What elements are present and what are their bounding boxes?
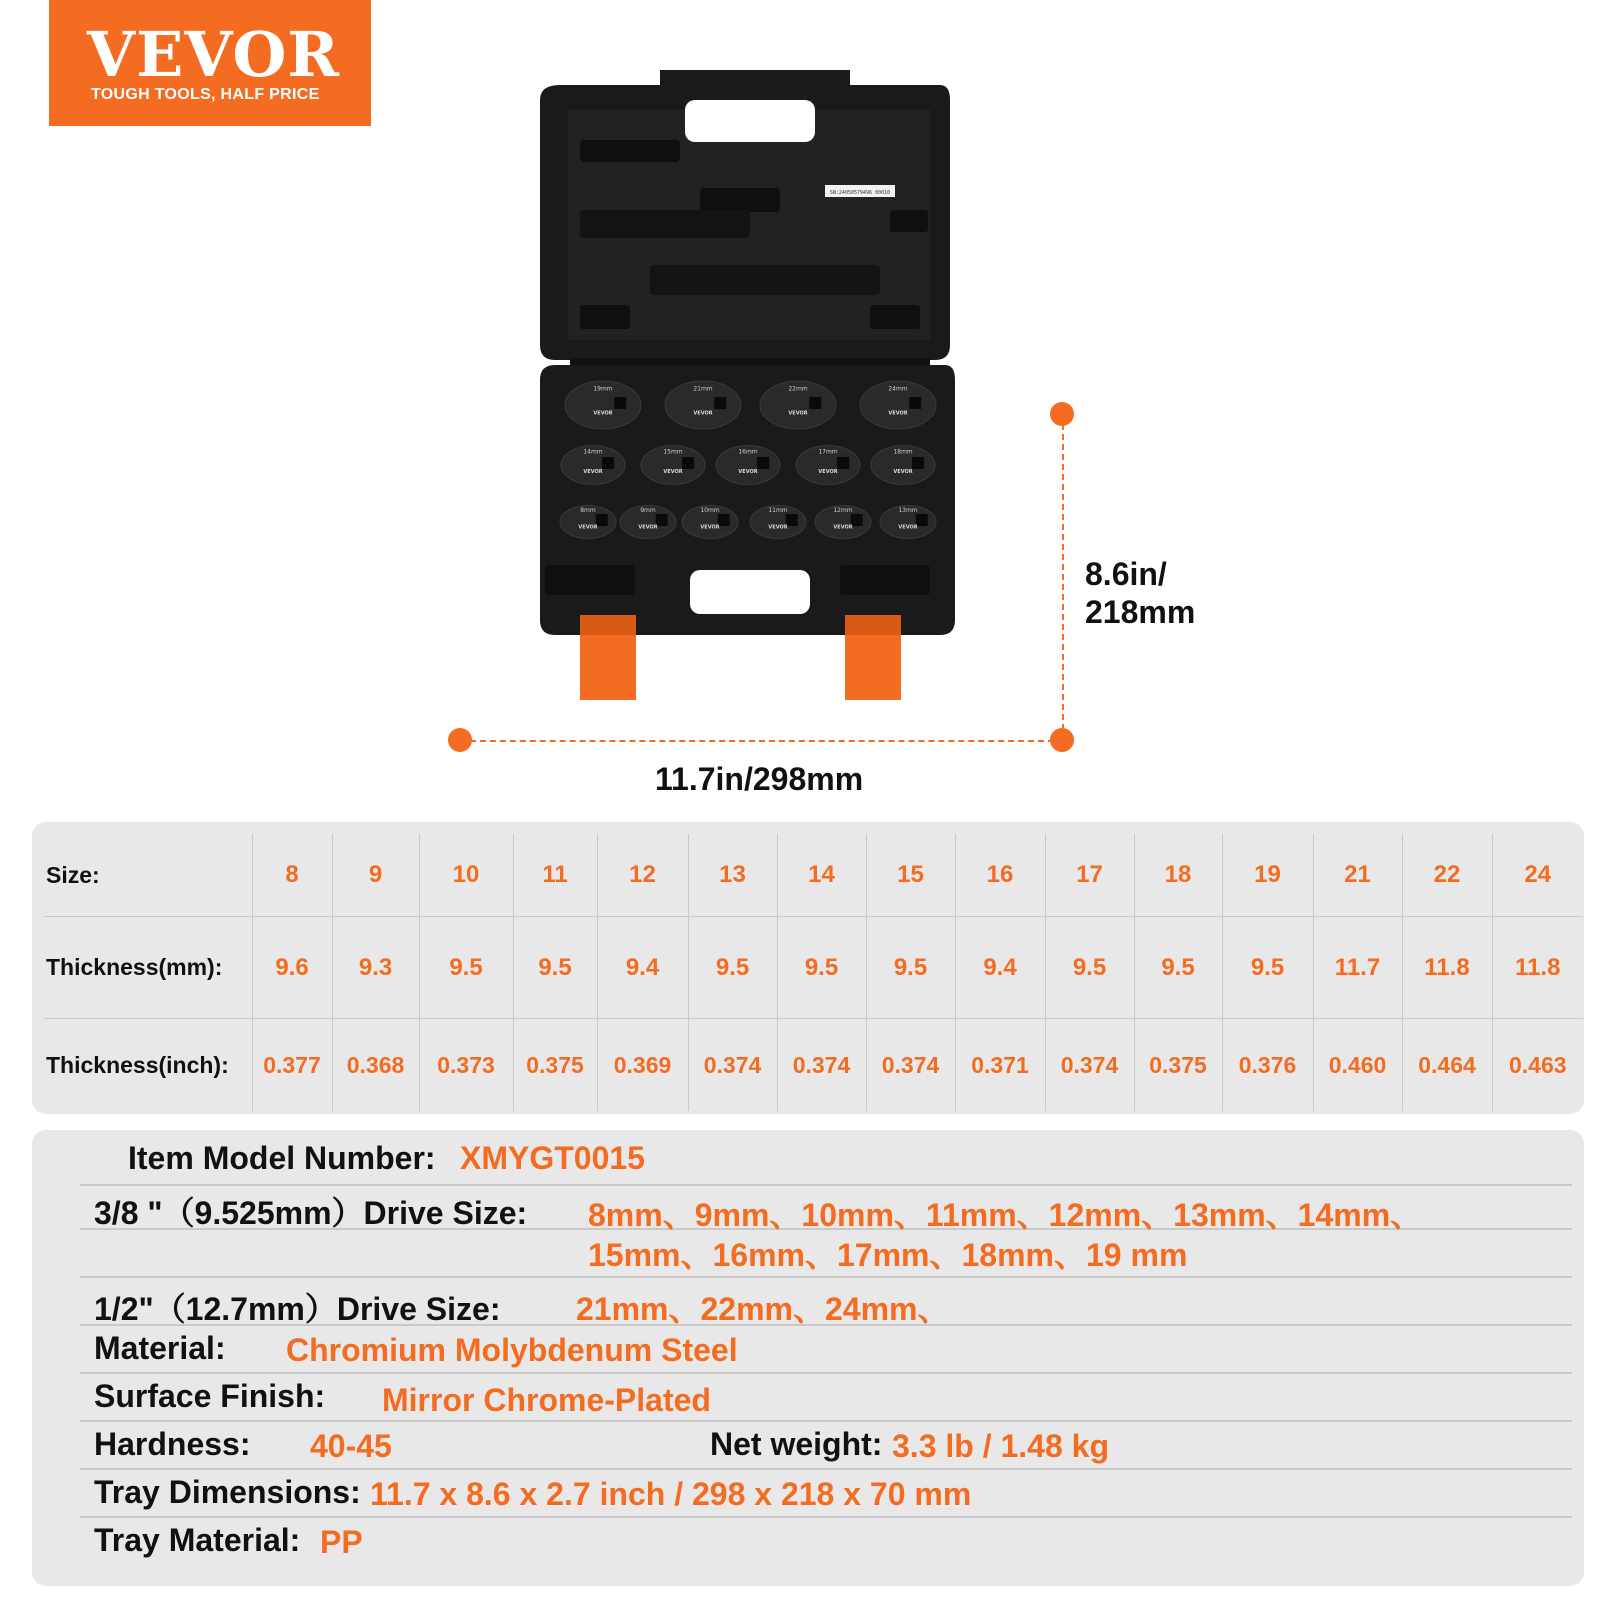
height-dimension-line — [1062, 414, 1064, 740]
crowfoot-wrench — [682, 506, 738, 539]
thickness-mm-row — [44, 917, 1583, 1019]
wrench-brand-label: VEVOR — [593, 410, 613, 417]
wrench-size-label: 11mm — [768, 507, 788, 515]
crowfoot-wrench — [561, 446, 625, 485]
width-label: 11.7in/298mm — [655, 761, 864, 797]
thickness-inch-cell: 0.460 — [1313, 1019, 1402, 1112]
wrench-brand-label: VEVOR — [888, 410, 908, 417]
product-info-panel — [32, 1130, 1584, 1586]
hardness-value: 40-45 — [310, 1428, 392, 1464]
wrench-brand-label: VEVOR — [818, 468, 838, 475]
size-cell: 24 — [1492, 834, 1583, 917]
base-handle-slot — [690, 570, 810, 614]
wrench-brand-label: VEVOR — [893, 468, 913, 475]
thickness-mm-cell: 9.5 — [777, 917, 866, 1019]
crowfoot-wrench — [880, 506, 936, 539]
wrench-size-label: 19mm — [593, 385, 613, 393]
thickness-mm-cell: 9.5 — [419, 917, 513, 1019]
info-row-tray-dimensions — [80, 1468, 1572, 1518]
thickness-mm-cell: 11.8 — [1402, 917, 1492, 1019]
wrench-size-label: 17mm — [818, 448, 838, 456]
wrench-brand-label: VEVOR — [583, 468, 603, 475]
size-cell: 14 — [777, 834, 866, 917]
size-cell: 21 — [1313, 834, 1402, 917]
spec-table — [44, 834, 1583, 1111]
thickness-mm-cell: 11.7 — [1313, 917, 1402, 1019]
thickness-inch-cell: 0.374 — [688, 1019, 777, 1112]
size-cell: 8 — [252, 834, 332, 917]
weight-value: 3.3 lb / 1.48 kg — [892, 1428, 1109, 1464]
lid-handle-slot — [685, 100, 815, 142]
size-cell: 9 — [332, 834, 419, 917]
size-cell: 18 — [1134, 834, 1222, 917]
wrench-size-label: 16mm — [738, 448, 758, 456]
thickness-inch-cell: 0.374 — [777, 1019, 866, 1112]
wrench-size-label: 18mm — [893, 448, 913, 456]
height-label-line1: 8.6in/ — [1085, 556, 1167, 592]
crowfoot-wrench — [665, 381, 741, 429]
wrench-brand-label: VEVOR — [663, 468, 683, 475]
size-cell: 19 — [1222, 834, 1313, 917]
wrench-brand-label: VEVOR — [638, 524, 658, 531]
crowfoot-wrench — [560, 506, 616, 539]
crowfoot-wrench — [760, 381, 836, 429]
thickness-mm-cell: 9.5 — [1134, 917, 1222, 1019]
finish-label: Surface Finish: — [94, 1378, 326, 1414]
case-base — [540, 365, 955, 635]
drive12-label: 1/2"（12.7mm）Drive Size: — [94, 1291, 501, 1327]
size-cell: 15 — [866, 834, 955, 917]
height-label-line2: 218mm — [1085, 594, 1196, 630]
drive38-value-line1: 8mm、9mm、10mm、11mm、12mm、13mm、14mm、 — [588, 1197, 1423, 1233]
info-row-model — [80, 1130, 1572, 1186]
size-cell: 22 — [1402, 834, 1492, 917]
info-row-hardness-weight — [80, 1420, 1572, 1470]
dimension-dot — [1050, 402, 1074, 426]
thickness-mm-row-label: Thickness(mm): — [44, 917, 252, 1019]
info-row-material — [80, 1324, 1572, 1374]
crowfoot-wrench — [871, 446, 935, 485]
thickness-mm-cell: 9.4 — [597, 917, 688, 1019]
model-label: Item Model Number: — [128, 1140, 436, 1176]
wrench-size-label: 13mm — [898, 507, 918, 515]
finish-value: Mirror Chrome-Plated — [382, 1382, 711, 1418]
thickness-inch-cell: 0.374 — [1045, 1019, 1134, 1112]
case-hinge — [570, 358, 930, 366]
crowfoot-wrench — [815, 506, 871, 539]
size-cell: 13 — [688, 834, 777, 917]
brand-name: VEVOR — [87, 18, 340, 91]
wrench-brand-label: VEVOR — [578, 524, 598, 531]
spec-table-panel — [32, 822, 1584, 1114]
case-serial-text: SN:24050579496 00010 — [829, 190, 891, 196]
thickness-mm-cell: 11.8 — [1492, 917, 1583, 1019]
thickness-mm-cell: 9.5 — [688, 917, 777, 1019]
material-label: Material: — [94, 1330, 226, 1366]
size-cell: 17 — [1045, 834, 1134, 917]
weight-label: Net weight: — [710, 1426, 883, 1462]
crowfoot-wrench — [620, 506, 676, 539]
thickness-inch-cell: 0.464 — [1402, 1019, 1492, 1112]
material-value: Chromium Molybdenum Steel — [286, 1332, 738, 1368]
thickness-inch-cell: 0.369 — [597, 1019, 688, 1112]
wrench-size-label: 15mm — [663, 448, 683, 456]
wrench-brand-label: VEVOR — [788, 410, 808, 417]
crowfoot-wrench — [860, 381, 936, 429]
thickness-inch-cell: 0.373 — [419, 1019, 513, 1112]
size-cell: 10 — [419, 834, 513, 917]
thickness-inch-row-label: Thickness(inch): — [44, 1019, 252, 1112]
thickness-mm-cell: 9.5 — [1222, 917, 1313, 1019]
thickness-mm-cell: 9.4 — [955, 917, 1045, 1019]
wrench-size-label: 9mm — [640, 507, 656, 515]
drive38-value-line2: 15mm、16mm、17mm、18mm、19 mm — [588, 1237, 1188, 1273]
wrench-size-label: 10mm — [700, 507, 720, 515]
wrench-size-label: 24mm — [888, 385, 908, 393]
wrench-brand-label: VEVOR — [700, 524, 720, 531]
wrench-brand-label: VEVOR — [768, 524, 788, 531]
size-row-label: Size: — [44, 834, 252, 917]
thickness-inch-row — [44, 1019, 1583, 1112]
wrench-brand-label: VEVOR — [738, 468, 758, 475]
wrench-size-label: 22mm — [788, 385, 808, 393]
crowfoot-wrench — [565, 381, 641, 429]
info-row-drive38-cont — [80, 1228, 1572, 1278]
drive38-label: 3/8 "（9.525mm）Drive Size: — [94, 1195, 528, 1231]
thickness-inch-cell: 0.376 — [1222, 1019, 1313, 1112]
dimension-dot — [448, 728, 472, 752]
hardness-label: Hardness: — [94, 1426, 251, 1462]
tray-dimensions-label: Tray Dimensions: — [94, 1474, 361, 1510]
model-value: XMYGT0015 — [460, 1140, 645, 1176]
tray-material-label: Tray Material: — [94, 1522, 301, 1558]
dimension-dot — [1050, 728, 1074, 752]
thickness-inch-cell: 0.463 — [1508, 1051, 1567, 1078]
size-cell: 11 — [513, 834, 597, 917]
thickness-mm-cell: 9.3 — [332, 917, 419, 1019]
info-row-tray-material — [80, 1516, 1572, 1564]
thickness-inch-cell: 0.377 — [252, 1019, 332, 1112]
width-dimension-line — [460, 740, 1064, 742]
thickness-mm-cell: 9.5 — [1045, 917, 1134, 1019]
thickness-inch-cell: 0.374 — [866, 1019, 955, 1112]
crowfoot-wrench — [750, 506, 806, 539]
info-row-finish — [80, 1372, 1572, 1422]
thickness-inch-cell: 0.375 — [1134, 1019, 1222, 1112]
size-row — [44, 834, 1583, 917]
case-lid — [540, 70, 950, 360]
wrench-size-label: 21mm — [693, 385, 713, 393]
wrench-size-label: 8mm — [580, 507, 596, 515]
crowfoot-wrench — [796, 446, 860, 485]
thickness-mm-cell: 9.5 — [866, 917, 955, 1019]
crowfoot-wrench — [716, 446, 780, 485]
wrench-size-label: 14mm — [583, 448, 603, 456]
thickness-mm-cell: 9.6 — [252, 917, 332, 1019]
drive12-value: 21mm、22mm、24mm、 — [576, 1291, 950, 1327]
thickness-inch-cell: 0.375 — [513, 1019, 597, 1112]
info-row-drive38 — [80, 1184, 1572, 1233]
product-case-image — [520, 60, 980, 720]
crowfoot-wrench — [641, 446, 705, 485]
wrench-brand-label: VEVOR — [898, 524, 918, 531]
size-cell: 16 — [955, 834, 1045, 917]
thickness-inch-cell: 0.371 — [955, 1019, 1045, 1112]
thickness-inch-cell: 0.368 — [332, 1019, 419, 1112]
wrench-brand-label: VEVOR — [833, 524, 853, 531]
wrench-brand-label: VEVOR — [693, 410, 713, 417]
tray-dimensions-value: 11.7 x 8.6 x 2.7 inch / 298 x 218 x 70 mm — [370, 1476, 972, 1512]
brand-tagline: TOUGH TOOLS, HALF PRICE — [91, 86, 320, 103]
thickness-mm-cell: 9.5 — [513, 917, 597, 1019]
tray-material-value: PP — [320, 1524, 363, 1560]
wrench-size-label: 12mm — [833, 507, 853, 515]
brand-logo — [49, 0, 371, 126]
info-row-drive12 — [80, 1276, 1572, 1326]
size-cell: 12 — [597, 834, 688, 917]
